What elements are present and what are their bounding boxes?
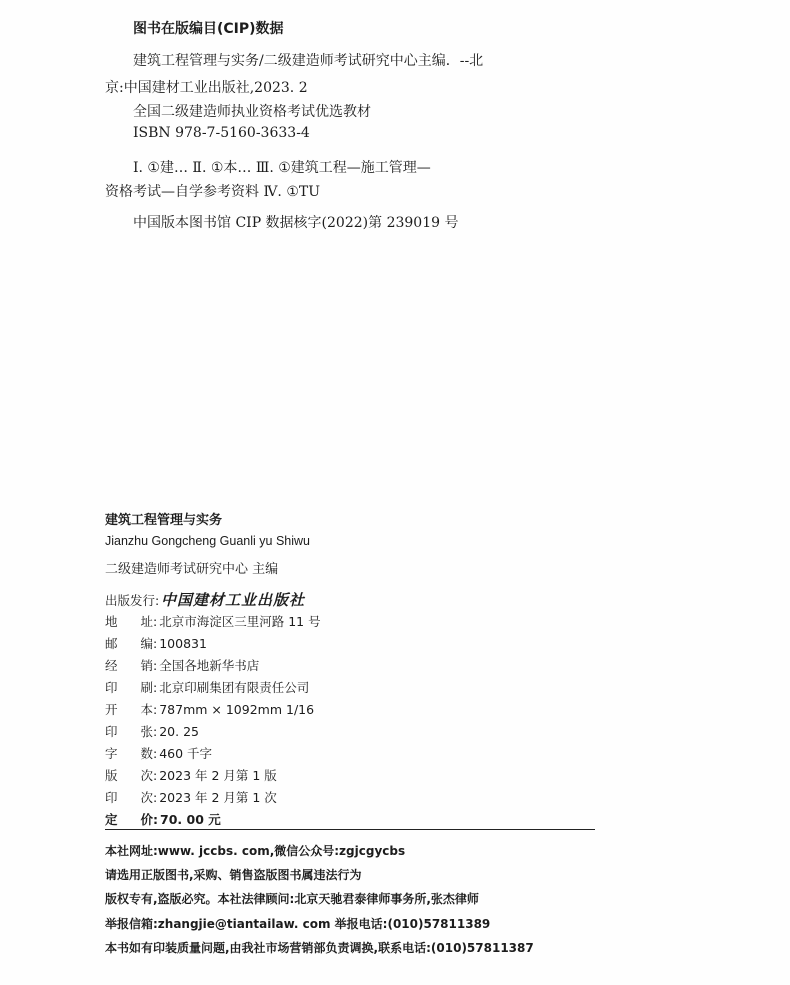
footer-quality-contact: 本书如有印装质量问题,由我社市场营销部负责调换,联系电话:(010)57811387 [105, 941, 534, 955]
publisher-label: 出版发行: [105, 592, 160, 608]
footer-piracy-notice: 请选用正版图书,采购、销售盗版图书属违法行为 [105, 868, 362, 882]
info-value: 787mm × 1092mm 1/16 [159, 701, 315, 717]
book-pinyin: Jianzhu Gongcheng Guanli yu Shiwu [105, 534, 310, 548]
info-value: 2023 年 2 月第 1 版 [159, 768, 277, 783]
info-row-address: 地址 : 北京市海淀区三里河路 11 号 [105, 613, 321, 629]
info-value: 北京市海淀区三里河路 11 号 [159, 614, 321, 629]
info-label: 经销 [105, 658, 153, 673]
book-editor: 二级建造师考试研究中心 主编 [105, 562, 279, 577]
cip-line-series: 全国二级建造师执业资格考试优选教材 [133, 104, 371, 120]
info-value: 70. 00 元 [160, 812, 221, 827]
info-label: 邮编 [105, 636, 153, 651]
info-value: 北京印刷集团有限责任公司 [159, 680, 310, 695]
footer-website: 本社网址:www. jccbs. com,微信公众号:zgjcgycbs [105, 844, 406, 858]
cip-line-classification: Ⅰ. ①建… Ⅱ. ①本… Ⅲ. ①建筑工程—施工管理— [133, 160, 431, 176]
info-label: 开本 [105, 702, 153, 717]
cip-line-publisher: 京:中国建材工业出版社,2023. 2 [105, 80, 308, 96]
info-row-price: 定价 : 70. 00 元 [105, 811, 221, 827]
book-title: 建筑工程管理与实务 [105, 513, 223, 528]
info-row-distributor: 经销 : 全国各地新华书店 [105, 657, 260, 673]
footer-report-contact: 举报信箱:zhangjie@tiantailaw. com 举报电话:(010)57811389 [105, 917, 491, 931]
cip-line-record: 中国版本图书馆 CIP 数据核字(2022)第 239019 号 [133, 215, 459, 231]
publisher-row [105, 589, 305, 610]
info-label: 地址 [105, 614, 153, 629]
cip-line-isbn: ISBN 978-7-5160-3633-4 [133, 125, 310, 141]
cip-line-title: 建筑工程管理与实务/二级建造师考试研究中心主编．--北 [133, 53, 484, 69]
info-label: 印次 [105, 790, 153, 805]
publisher-logo: 中国建材工业出版社 [161, 591, 306, 609]
info-value: 100831 [159, 635, 207, 651]
info-value: 全国各地新华书店 [159, 658, 260, 673]
info-row-sheets: 印张 : 20. 25 [105, 723, 199, 739]
info-value: 460 千字 [159, 746, 213, 761]
info-row-postcode: 邮编 : 100831 [105, 635, 207, 651]
cip-heading: 图书在版编目(CIP)数据 [133, 21, 284, 37]
divider-rule [105, 829, 595, 830]
cip-line-classification-cont: 资格考试—自学参考资料 Ⅳ. ①TU [105, 184, 321, 200]
info-label: 定价 [105, 812, 153, 827]
info-label: 印刷 [105, 680, 153, 695]
info-row-wordcount: 字数 : 460 千字 [105, 745, 213, 761]
info-row-impression: 印次 : 2023 年 2 月第 1 次 [105, 789, 277, 805]
info-label: 字数 [105, 746, 153, 761]
info-row-format: 开本 : 787mm × 1092mm 1/16 [105, 701, 315, 717]
info-label: 印张 [105, 724, 153, 739]
info-value: 2023 年 2 月第 1 次 [159, 790, 277, 805]
info-row-printer: 印刷 : 北京印刷集团有限责任公司 [105, 679, 310, 695]
info-row-edition: 版次 : 2023 年 2 月第 1 版 [105, 767, 277, 783]
info-value: 20. 25 [159, 723, 199, 739]
footer-copyright: 版权专有,盗版必究。本社法律顾问:北京天驰君泰律师事务所,张杰律师 [105, 892, 479, 906]
info-label: 版次 [105, 768, 153, 783]
